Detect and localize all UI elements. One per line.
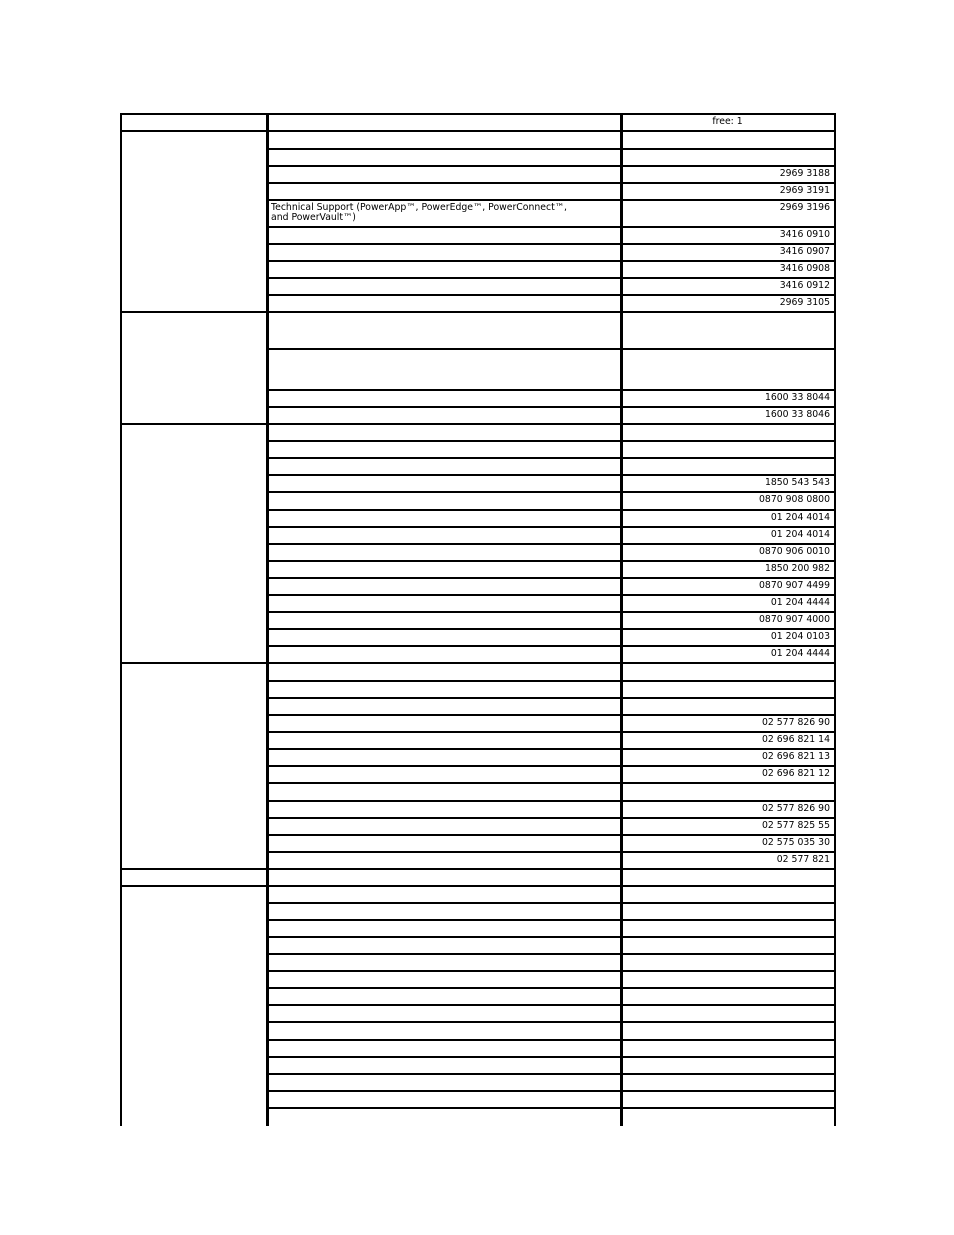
- phone-number: 0870 906 0010: [759, 546, 830, 557]
- phone-number: 0870 907 4000: [759, 614, 830, 625]
- phone-number: 01 204 4014: [770, 512, 830, 523]
- service-cell: [267, 130, 622, 150]
- number-cell: [621, 1107, 836, 1126]
- phone-number: 01 204 4444: [770, 648, 830, 659]
- country-cell: [120, 423, 268, 664]
- number-cell: [621, 348, 836, 391]
- service-cell: [267, 662, 622, 682]
- country-cell: [120, 311, 268, 425]
- phone-number: 2969 3191: [779, 185, 830, 196]
- phone-number: 02 575 035 30: [761, 837, 830, 848]
- number-cell: [621, 1021, 836, 1041]
- service-cell: [267, 1107, 622, 1126]
- phone-number: 2969 3188: [779, 168, 830, 179]
- phone-number: 3416 0910: [779, 229, 830, 240]
- phone-number: 01 204 0103: [770, 631, 830, 642]
- phone-number: 1850 543 543: [764, 477, 830, 488]
- phone-number: 1850 200 982: [764, 563, 830, 574]
- service-cell: [267, 491, 622, 511]
- service-text: Technical Support (PowerApp™, PowerEdge™, PowerConnect™, and PowerVault™): [271, 202, 570, 223]
- phone-number: 02 696 821 12: [761, 768, 830, 779]
- phone-number: 2969 3196: [779, 202, 830, 213]
- service-cell: [267, 348, 622, 391]
- phone-number: 02 577 821: [776, 854, 830, 865]
- phone-number: 1600 33 8044: [764, 392, 830, 403]
- service-cell: [267, 782, 622, 802]
- country-cell: [120, 885, 268, 1126]
- phone-number: 0870 907 4499: [759, 580, 830, 591]
- phone-number: 2969 3105: [779, 297, 830, 308]
- phone-number: 02 577 826 90: [761, 717, 830, 728]
- phone-number: 0870 908 0800: [759, 494, 830, 505]
- phone-number: 3416 0907: [779, 246, 830, 257]
- phone-number: 02 577 825 55: [761, 820, 830, 831]
- service-cell: [267, 311, 622, 350]
- country-cell: [120, 130, 268, 313]
- number-cell: [621, 662, 836, 682]
- phone-number: 02 696 821 13: [761, 751, 830, 762]
- number-cell: [621, 311, 836, 350]
- phone-number: 02 696 821 14: [761, 734, 830, 745]
- service-cell: [267, 1021, 622, 1041]
- phone-number: 3416 0908: [779, 263, 830, 274]
- phone-number: 3416 0912: [779, 280, 830, 291]
- number-cell: [621, 782, 836, 802]
- number-cell: [621, 130, 836, 150]
- header-text: free: 1: [712, 116, 743, 127]
- phone-number: 1600 33 8046: [764, 409, 830, 420]
- phone-number: 01 204 4014: [770, 529, 830, 540]
- phone-number: 01 204 4444: [770, 597, 830, 608]
- phone-number: 02 577 826 90: [761, 803, 830, 814]
- country-cell: [120, 662, 268, 870]
